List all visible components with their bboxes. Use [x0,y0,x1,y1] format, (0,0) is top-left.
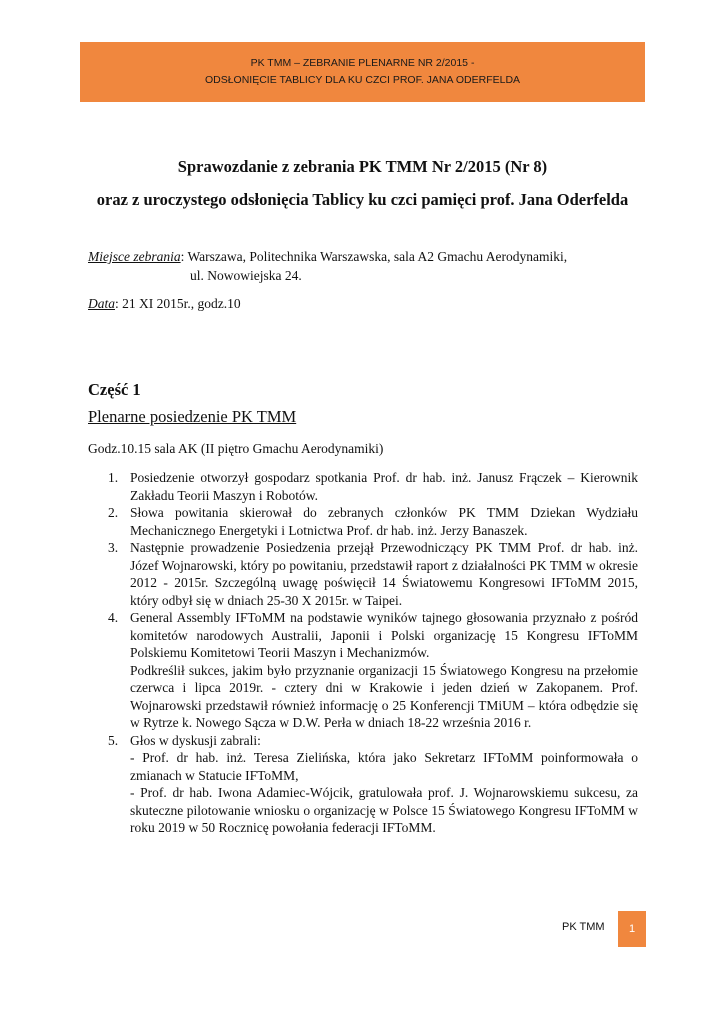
session-time: Godz.10.15 sala AK (II piętro Gmachu Aerodynamiki) [88,441,384,456]
item-number: 2. [108,505,119,520]
item-number: 1. [108,470,119,485]
item-text-continued: - Prof. dr hab. inż. Teresa Zielińska, która jako Sekretarz IFToMM poinformowała o zmianach w Statucie IFToMM, [130,750,638,783]
item-text: Głos w dyskusji zabrali: [130,732,261,748]
meeting-date [88,296,241,312]
item-text-continued: Podkreślił sukces, jakim było przyznanie organizacji 15 Światowego Kongresu na przełomie czerwca i lipca 2019r. - cztery dni w Krakowie i jeden dzień w Zakopanem. Prof. Wojnarowski przedstawił również informację o 25 Konferencji TMiUM – która odbędzie się w Rytrze k. Nowego Sącza w D.W. Perła w dniach 18-22 września 2016 r. [130,662,638,730]
date-value: : 21 XI 2015r., godz.10 [115,296,241,311]
section-title: Plenarne posiedzenie PK TMM [88,407,297,426]
agenda-list [108,469,638,837]
page-number: 1 [618,911,646,947]
place-value: : Warszawa, Politechnika Warszawska, sala A2 Gmachu Aerodynamiki, [180,249,568,264]
header-band [80,42,645,102]
footer-label: PK TMM [562,921,605,933]
list-item [108,609,638,732]
list-item [108,539,638,609]
header-line-1: PK TMM – ZEBRANIE PLENARNE NR 2/2015 - [250,57,475,69]
item-number: 4. [108,610,119,625]
header-line-2: ODSŁONIĘCIE TABLICY DLA KU CZCI PROF. JANA ODERFELDA [204,74,521,86]
item-text: Następnie prowadzenie Posiedzenia przejął Przewodniczący PK TMM Prof. dr hab. inż. Józef Wojnarowski, który po powitaniu, przedstawił raport z działalności PK TMM w okresie 2012 - 2015r. Szczególną uwagę poświęcił 14 Światowemu Kongresowi IFToMM 2015, który odbył się w dniach 25-30 X 2015r. w Taipei. [130,540,638,608]
item-text: General Assembly IFToMM na podstawie wyników tajnego głosowania przyznało z pośród komitetów narodowych Australii, Japonii i Polski organizację 15 Kongresu IFToMM Polskiemu Komitetowi Teorii Maszyn i Mechanizmów. [130,610,638,660]
list-item [108,469,638,504]
list-item [108,732,638,837]
date-label: Data [88,296,115,311]
item-text-continued: - Prof. dr hab. Iwona Adamiec-Wójcik, gratulowała prof. J. Wojnarowskiemu sukcesu, za skuteczne pilotowanie wniosku o organizację w Polsce 15 Światowego Kongresu IFToMM w roku 2019 w 50 Rocznicę powołania federacji IFToMM. [130,785,638,835]
item-number: 5. [108,732,119,748]
meeting-place [88,249,567,265]
item-text: Słowa powitania skierował do zebranych członków PK TMM Dziekan Wydziału Mechanicznego Energetyki i Lotnictwa Prof. dr hab. inż. Jerzy Banaszek. [130,505,638,538]
part-title: Część 1 [88,380,141,399]
item-number: 3. [108,540,119,555]
document-subtitle: oraz z uroczystego odsłonięcia Tablicy ku czci pamięci prof. Jana Oderfelda [96,190,629,209]
item-text: Posiedzenie otworzył gospodarz spotkania Prof. dr hab. inż. Janusz Frączek – Kierownik Zakładu Teorii Maszyn i Robotów. [130,470,638,503]
place-label: Miejsce zebrania [88,249,181,264]
document-title: Sprawozdanie z zebrania PK TMM Nr 2/2015 (Nr 8) [177,157,548,176]
place-value-continued: ul. Nowowiejska 24. [190,268,302,283]
list-item [108,504,638,539]
